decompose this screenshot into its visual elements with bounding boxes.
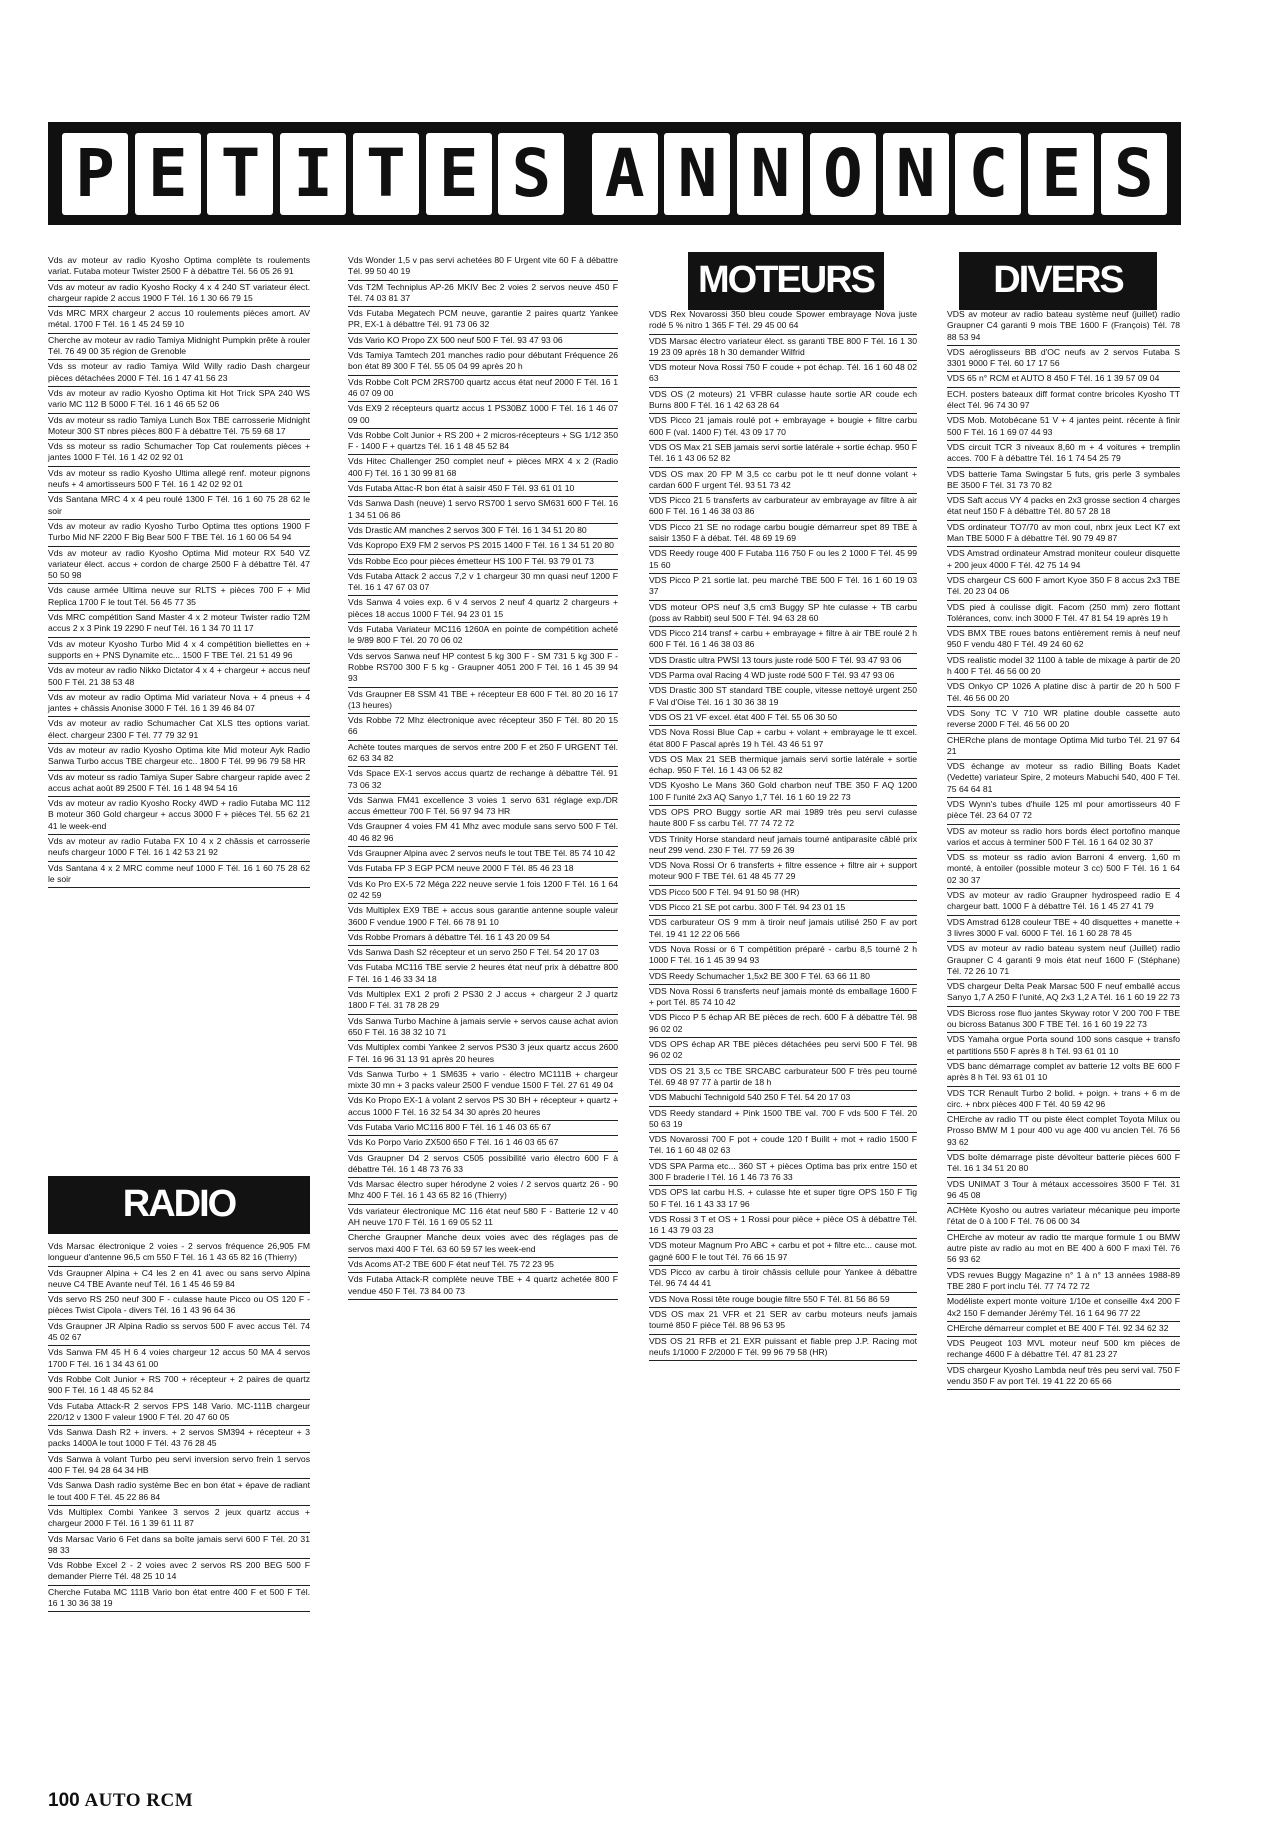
classified-ad: Vds Futaba Attack 2 accus 7,2 v 1 chargeur 30 mn quasi neuf 1200 F Tél. 16 1 47 67 03 07 <box>348 570 618 597</box>
classified-ad: VDS Picco 21 5 transferts av carburateur av embrayage av filtre à air 600 F Tél. 16 1 46 38 03 86 <box>649 494 917 521</box>
ads-list-radio-continued <box>348 254 618 1300</box>
classified-ad: VDS échange av moteur ss radio Billing Boats Kadet (Vedette) variateur Spire, 2 moteurs Mabuchi 540, 400 F Tél. 75 64 64 81 <box>947 760 1180 798</box>
classified-ad: VDS Reedy rouge 400 F Futaba 116 750 F ou les 2 1000 F Tél. 45 99 15 60 <box>649 547 917 574</box>
ads-list-moteurs <box>649 308 917 1361</box>
classified-ad: VDS chargeur Delta Peak Marsac 500 F neuf emballé accus Sanyo 1,7 A 250 F l'unité, AQ 2x3 1,2 A Tél. 16 1 60 19 22 73 <box>947 980 1180 1007</box>
classified-ad: Vds Futaba MC116 TBE servie 2 heures état neuf prix à débattre 800 F Tél. 16 1 46 33 34 18 <box>348 961 618 988</box>
classified-ad: Vds av moteur ss radio Tamiya Lunch Box TBE carrosserie Midnight Moteur 300 ST nbres pièces 800 F à débattre Tél. 75 59 68 17 <box>48 414 310 441</box>
classified-ad: VDS OPS échap AR TBE pièces détachées peu servi 500 F Tél. 98 96 02 02 <box>649 1038 917 1065</box>
classified-ad: VDS Peugeot 103 MVL moteur neuf 500 km pièces de rechange 4600 F à débattre Tél. 47 81 23 27 <box>947 1337 1180 1364</box>
classified-ad: VDS Amstrad ordinateur Amstrad moniteur couleur disquette + 200 jeux 4000 F Tél. 42 75 14 94 <box>947 547 1180 574</box>
column-moteurs <box>649 308 917 1361</box>
classified-ad: Vds av moteur av radio Futaba FX 10 4 x 2 châssis et carrosserie neufs chargeur 1000 F Tél. 16 1 42 53 21 92 <box>48 835 310 862</box>
classified-ad: Vds cause armée Ultima neuve sur RLTS + pièces 700 F + Mid Replica 1700 F le tout Tél. 56 45 77 35 <box>48 584 310 611</box>
classified-ad: VDS Reedy Schumacher 1,5x2 BE 300 F Tél. 63 66 11 80 <box>649 970 917 985</box>
classified-ad: VDS Picco P 21 sortie lat. peu marché TBE 500 F Tél. 16 1 60 19 03 37 <box>649 574 917 601</box>
banner-letter: O <box>810 133 876 215</box>
classified-ad: VDS circuit TCR 3 niveaux 8,60 m + 4 voitures + tremplin acces. 700 F à débattre Tél. 16 1 74 54 25 79 <box>947 441 1180 468</box>
classified-ad: Vds Futaba Vario MC116 800 F Tél. 16 1 46 03 65 67 <box>348 1121 618 1136</box>
classified-ad: VDS Picco av carbu à tiroir châssis cellule pour Yankee à débattre Tél. 96 74 44 41 <box>649 1266 917 1293</box>
classified-ad: VDS TCR Renault Turbo 2 bolid. + poign. + trans + 6 m de circ. + nbrx pièces 400 F Tél. 40 59 42 96 <box>947 1087 1180 1114</box>
classified-ad: Vds ss moteur ss radio Schumacher Top Cat roulements pièces + jantes 1000 F Tél. 16 1 42 02 92 01 <box>48 440 310 467</box>
classified-ad: CHErche démarreur complet et BE 400 F Tél. 92 34 62 32 <box>947 1322 1180 1337</box>
classified-ad: Vds T2M Techniplus AP-26 MKIV Bec 2 voies 2 servos neuve 450 F Tél. 74 03 81 37 <box>348 281 618 308</box>
page-footer <box>48 1790 193 1812</box>
classified-ad: Vds Robbe Colt Junior + RS 200 + 2 micros-récepteurs + SG 1/12 350 F - 1400 F + quartzs Tél. 16 1 48 45 52 84 <box>348 429 618 456</box>
classified-ad: Vds servo RS 250 neuf 300 F - culasse haute Picco ou OS 120 F - pièces Twist Cipola - divers Tél. 16 1 43 96 64 36 <box>48 1293 310 1320</box>
ads-list-general <box>48 254 310 888</box>
section-heading-moteurs: MOTEURS <box>688 252 884 310</box>
classified-ad: VDS moteur Magnum Pro ABC + carbu et pot + filtre etc... cause mot. gagné 600 F le tout Tél. 76 66 15 97 <box>649 1239 917 1266</box>
classified-ad: ACHète Kyosho ou autres variateur mécanique peu importe l'état de 0 à 100 F Tél. 76 06 00 34 <box>947 1204 1180 1231</box>
classified-ad: VDS Drastic 300 ST standard TBE couple, vitesse nettoyé urgent 250 F Val d'Oise Tél. 16 1 30 36 38 19 <box>649 684 917 711</box>
classified-ad: VDS moteur Nova Rossi 750 F coude + pot échap. Tél. 16 1 60 48 02 63 <box>649 361 917 388</box>
classified-ad: VDS Trinity Horse standard neuf jamais tourné antiparasite câblé prix neuf 299 vend. 230 F Tél. 77 59 26 39 <box>649 833 917 860</box>
classified-ad: VDS Wynn's tubes d'huile 125 ml pour amortisseurs 40 F pièce Tél. 23 64 07 72 <box>947 798 1180 825</box>
banner-letter: N <box>737 133 803 215</box>
classified-ad: Vds av moteur av radio Nikko Dictator 4 x 4 + chargeur + accus neuf 500 F Tél. 21 38 53 48 <box>48 664 310 691</box>
classified-ad: VDS pied à coulisse digit. Facom (250 mm) zero flottant Tolérances, conv. inch 3000 F Tél. 47 81 54 19 après 19 h <box>947 601 1180 628</box>
classified-ad: VDS OS 21 RFB et 21 EXR puissant et fiable prep J.P. Racing mot neufs 1/1000 F 2/2000 F Tél. 99 96 79 58 (HR) <box>649 1335 917 1362</box>
classified-ad: Vds Robbe Eco pour pièces émetteur HS 100 F Tél. 93 79 01 73 <box>348 555 618 570</box>
banner-letter: S <box>1101 133 1167 215</box>
classified-ad: VDS av moteur av radio bateau system neuf (Juillet) radio Graupner C 4 garanti 9 mois état neuf 1600 F (Stéphane) Tél. 72 26 10 71 <box>947 942 1180 980</box>
classified-ad: VDS SPA Parma etc... 360 ST + pièces Optima bas prix entre 150 et 300 F braderie l Tél. 16 1 46 73 76 33 <box>649 1160 917 1187</box>
classified-ad: VDS OPS lat carbu H.S. + culasse hte et super tigre OPS 150 F Tig 50 F Tél. 16 1 43 33 17 96 <box>649 1186 917 1213</box>
banner-letter: C <box>955 133 1021 215</box>
classified-ad: Vds av moteur av radio Optima Mid variateur Nova + 4 pneus + 4 jantes + châssis Anonise 3000 F Tél. 16 1 39 46 84 07 <box>48 691 310 718</box>
classified-ad: Vds Multiplex Combi Yankee 3 servos 2 jeux quartz accus + chargeur 2000 F Tél. 16 1 39 61 11 87 <box>48 1506 310 1533</box>
classified-ad: VDS Nova Rossi 6 transferts neuf jamais monté ds emballage 1600 F + port Tél. 85 74 10 42 <box>649 985 917 1012</box>
classified-ad: Vds Multiplex combi Yankee 2 servos PS30 3 jeux quartz accus 2600 F Tél. 16 96 31 13 91 après 20 heures <box>348 1041 618 1068</box>
classified-ad: Vds Sanwa FM41 excellence 3 voies 1 servo 631 réglage exp./DR accus émetteur 700 F Tél. 56 97 94 73 HR <box>348 794 618 821</box>
classified-ad: VDS Nova Rossi Blue Cap + carbu + volant + embrayage le tt excel. état 800 F Pascal après 19 h Tél. 43 46 51 97 <box>649 726 917 753</box>
classified-ad: Vds ss moteur av radio Tamiya Wild Willy radio Dash chargeur pièces détachées 2000 F Tél. 16 1 47 41 56 23 <box>48 360 310 387</box>
classified-ad: Vds Wonder 1,5 v pas servi achetées 80 F Urgent vite 60 F à débattre Tél. 99 50 40 19 <box>348 254 618 281</box>
classified-ad: VDS BMX TBE roues batons entièrement remis à neuf neuf 950 F vendu 480 F Tél. 49 24 60 62 <box>947 627 1180 654</box>
classified-ad: VDS UNIMAT 3 Tour à métaux accessoires 3500 F Tél. 31 96 45 08 <box>947 1178 1180 1205</box>
classified-ad: Vds Multiplex EX9 TBE + accus sous garantie antenne souple valeur 3600 F vendue 1900 F Tél. 66 78 91 10 <box>348 904 618 931</box>
classified-ad: Vds av moteur av radio Kyosho Optima complète ts roulements variat. Futaba moteur Twister 2500 F à débattre Tél. 56 05 26 91 <box>48 254 310 281</box>
classified-ad: VDS realistic model 32 1100 à table de mixage à partir de 20 h 400 F Tél. 46 56 00 20 <box>947 654 1180 681</box>
banner-letter: T <box>207 133 273 215</box>
banner-letter: A <box>592 133 658 215</box>
classified-ad: Vds Sanwa FM 45 H 6 4 voies chargeur 12 accus 50 MA 4 servos 1700 F Tél. 16 1 34 43 61 00 <box>48 1346 310 1373</box>
classified-ad: Vds av moteur ss radio Kyosho Ultima allegé renf. moteur pignons neufs + 4 amortisseurs 500 F Tél. 16 1 42 02 92 01 <box>48 467 310 494</box>
classified-ad: Vds Robbe Promars à débattre Tél. 16 1 43 20 09 54 <box>348 931 618 946</box>
classified-ad: VDS Saft accus VY 4 packs en 2x3 grosse section 4 charges état neuf 150 F à débattre Tél. 80 57 28 18 <box>947 494 1180 521</box>
classified-ad: VDS Marsac électro variateur élect. ss garanti TBE 800 F Tél. 16 1 30 19 23 09 après 18 h 30 demander Wilfrid <box>649 335 917 362</box>
classified-ad: Vds MRC MRX chargeur 2 accus 10 roulements pièces amort. AV métal. 1700 F Tél. 16 1 45 24 59 10 <box>48 307 310 334</box>
classified-ad: VDS Nova Rossi Or 6 transferts + filtre essence + filtre air + support moteur 900 F TBE Tél. 61 48 45 77 29 <box>649 859 917 886</box>
classified-ad: Vds Sanwa Dash (neuve) 1 servo RS700 1 servo SM631 600 F Tél. 16 1 34 51 06 86 <box>348 497 618 524</box>
banner-letter: I <box>280 133 346 215</box>
classified-ad: VDS revues Buggy Magazine n° 1 à n° 13 années 1988-89 TBE 280 F port inclu Tél. 77 74 72 72 <box>947 1269 1180 1296</box>
classified-ad: VDS batterie Tama Swingstar 5 futs, gris perle 3 symbales BE 3500 F Tél. 31 73 70 82 <box>947 468 1180 495</box>
classified-ad: VDS OS Max 21 SEB thermique jamais servi sortie latérale + sortie échap. 950 F Tél. 16 1 43 06 52 82 <box>649 753 917 780</box>
classified-ad: VDS ordinateur TO7/70 av mon coul, nbrx jeux Lect K7 ext Man TBE 5000 F à débattre Tél. 90 79 49 87 <box>947 521 1180 548</box>
classified-ad: Vds Futaba Attac-R bon état à saisir 450 F Tél. 93 61 01 10 <box>348 482 618 497</box>
classified-ad: Vds servos Sanwa neuf HP contest 5 kg 300 F - SM 731 5 kg 300 F - Robbe RS700 300 F 5 kg - Graupner 4051 200 F Tél. 16 1 45 39 94 93 <box>348 650 618 688</box>
ads-list-divers <box>947 308 1180 1390</box>
classified-ad: Vds Drastic AM manches 2 servos 300 F Tél. 16 1 34 51 20 80 <box>348 524 618 539</box>
classified-ad: Vds av moteur av radio Kyosho Turbo Optima ttes options 1900 F Turbo Mid NF 2200 F Big Bear 500 F TBE Tél. 16 1 60 06 54 94 <box>48 520 310 547</box>
classified-ad: Vds Multiplex EX1 2 profi 2 PS30 2 J accus + chargeur 2 J quartz 1800 F Tél. 31 78 28 29 <box>348 988 618 1015</box>
classified-ad: Vds Futaba Variateur MC116 1260A en pointe de compétition acheté le 9/89 800 F Tél. 20 70 06 02 <box>348 623 618 650</box>
section-heading-radio: RADIO <box>48 1176 310 1234</box>
banner-letter: T <box>353 133 419 215</box>
classified-ad: VDS Reedy standard + Pink 1500 TBE val. 700 F vds 500 F Tél. 20 50 63 19 <box>649 1107 917 1134</box>
classified-ad: VDS Onkyo CP 1026 A platine disc à partir de 20 h 500 F Tél. 46 56 00 20 <box>947 680 1180 707</box>
classified-ad: VDS OS max 21 VFR et 21 SER av carbu moteurs neufs jamais tourné 850 F pièce Tél. 88 96 53 95 <box>649 1308 917 1335</box>
classified-ad: CHErche av moteur av radio tte marque formule 1 ou BMW autre piste av radio au mot en BE 400 à 600 F maxi Tél. 76 56 93 62 <box>947 1231 1180 1269</box>
classified-ad: VDS Bicross rose fluo jantes Skyway rotor V 200 700 F TBE ou bicross Batanus 300 F TBE Tél. 16 1 60 19 22 73 <box>947 1007 1180 1034</box>
classified-ad: Vds av moteur av radio Kyosho Optima kite Mid moteur Ayk Radio Sanwa Turbo accus TBE chargeur etc.. 1800 F Tél. 99 96 79 58 HR <box>48 744 310 771</box>
classified-ad: VDS Sony TC V 710 WR platine double cassette auto reverse 2000 F Tél. 46 56 00 20 <box>947 707 1180 734</box>
classified-ad: VDS Parma oval Racing 4 WD juste rodé 500 F Tél. 93 47 93 06 <box>649 669 917 684</box>
classified-ad: Vds Robbe 72 Mhz électronique avec récepteur 350 F Tél. 80 20 15 66 <box>348 714 618 741</box>
classified-ad: VDS OS Max 21 SEB jamais servi sortie latérale + sortie échap. 950 F Tél. 16 1 43 06 52 82 <box>649 441 917 468</box>
magazine-name: AUTO RCM <box>84 1790 194 1811</box>
classified-ad: VDS Amstrad 6128 couleur TBE + 40 disquettes + manette + 3 livres 3000 F val. 6000 F Tél. 16 1 60 28 78 45 <box>947 916 1180 943</box>
classified-ad: Vds Santana 4 x 2 MRC comme neuf 1000 F Tél. 16 1 60 75 28 62 le soir <box>48 862 310 889</box>
classified-ad: VDS Rex Novarossi 350 bleu coude Spower embrayage Nova juste rodé 5 % nitro 1 365 F Tél. 29 45 00 64 <box>649 308 917 335</box>
classified-ad: Vds Futaba FP 3 EGP PCM neuve 2000 F Tél. 85 46 23 18 <box>348 862 618 877</box>
classified-ad: Vds Sanwa Dash radio système Bec en bon état + épave de radiant le tout 400 F Tél. 45 22 86 84 <box>48 1479 310 1506</box>
classified-ad: Vds Graupner Alpina avec 2 servos neufs le tout TBE Tél. 85 74 10 42 <box>348 847 618 862</box>
classified-ad: VDS moteur OPS neuf 3,5 cm3 Buggy SP hte culasse + TB carbu (poss av Rabbit) seul 500 F Tél. 94 63 28 60 <box>649 601 917 628</box>
classified-ad: VDS Yamaha orgue Porta sound 100 sons casque + transfo et partitions 550 F après 8 h Tél. 93 61 01 10 <box>947 1033 1180 1060</box>
banner-letter: N <box>664 133 730 215</box>
section-heading-divers: DIVERS <box>959 252 1157 310</box>
column-radio <box>48 1240 310 1612</box>
classified-ad: Cherche av moteur av radio Tamiya Midnight Pumpkin prête à rouler Tél. 76 49 00 35 région de Grenoble <box>48 334 310 361</box>
classified-ad: VDS Drastic ultra PWSI 13 tours juste rodé 500 F Tél. 93 47 93 06 <box>649 654 917 669</box>
classified-ad: VDS OS 21 VF excel. état 400 F Tél. 55 06 30 50 <box>649 711 917 726</box>
classified-ad: Vds av moteur av radio Kyosho Optima kit Hot Trick SPA 240 WS vario MC 112 B 5000 F Tél. 16 1 46 65 52 06 <box>48 387 310 414</box>
classified-ad: VDS OS 21 3,5 cc TBE SRCABC carburateur 500 F très peu tourné Tél. 69 48 97 77 à partir de 18 h <box>649 1065 917 1092</box>
classified-ad: Vds Sanwa Turbo Machine à jamais servie + servos cause achat avion 650 F Tél. 16 38 32 10 71 <box>348 1015 618 1042</box>
classified-ad: VDS OPS PRO Buggy sortie AR mai 1989 très peu servi culasse haute 800 F ss carbu Tél. 77 74 72 72 <box>649 806 917 833</box>
classified-ad: Vds Tamiya Tamtech 201 manches radio pour débutant Fréquence 26 bon état 89 300 F Tél. 55 05 04 99 après 20 h <box>348 349 618 376</box>
classified-ad: VDS chargeur Kyosho Lambda neuf très peu servi val. 750 F vendu 350 F av port Tél. 19 41 22 20 65 66 <box>947 1364 1180 1391</box>
classified-ad: Vds Space EX-1 servos accus quartz de rechange à débattre Tél. 91 73 06 32 <box>348 767 618 794</box>
classified-ad: VDS Kyosho Le Mans 360 Gold charbon neuf TBE 350 F AQ 1200 100 F l'unité 2x3 AQ Sanyo 1,7 Tél. 16 1 60 19 22 73 <box>649 779 917 806</box>
classified-ad: Vds Robbe Excel 2 - 2 voies avec 2 servos RS 200 BEG 500 F demander Pierre Tél. 48 25 10 14 <box>48 1559 310 1586</box>
classified-ad: Cherche Futaba MC 111B Vario bon état entre 400 F et 500 F Tél. 16 1 30 36 38 19 <box>48 1586 310 1613</box>
classified-ad: VDS boîte démarrage piste dévolteur batterie pièces 600 F Tél. 16 1 34 51 20 80 <box>947 1151 1180 1178</box>
classified-ad: Vds Marsac électronique 2 voies - 2 servos fréquence 26,905 FM longueur d'antenne 96,5 cm 550 F Tél. 16 1 43 65 82 16 (Thierry) <box>48 1240 310 1267</box>
classified-ad: VDS Picco 21 SE pot carbu. 300 F Tél. 94 23 01 15 <box>649 901 917 916</box>
classified-ad: Vds Marsac Vario 6 Fet dans sa boîte jamais servi 600 F Tél. 20 31 98 33 <box>48 1533 310 1560</box>
banner-letter: E <box>135 133 201 215</box>
classified-ad: VDS Rossi 3 T et OS + 1 Rossi pour pièce + pièce OS à débattre Tél. 16 1 43 79 03 23 <box>649 1213 917 1240</box>
classified-ad: Vds Marsac électro super hérodyne 2 voies / 2 servos quartz 26 - 90 Mhz 400 F Tél. 16 1 43 65 82 16 (Thierry) <box>348 1178 618 1205</box>
classified-ad: VDS aéroglisseurs BB d'OC neufs av 2 servos Futaba S 3301 9000 F Tél. 60 17 17 56 <box>947 346 1180 373</box>
banner-letter: S <box>498 133 564 215</box>
classified-ad: Vds Acoms AT-2 TBE 600 F état neuf Tél. 75 72 23 95 <box>348 1258 618 1273</box>
classified-ad: VDS Mob. Motobécane 51 V + 4 jantes peint. récente à finir 500 F Tél. 16 1 69 07 44 93 <box>947 414 1180 441</box>
classified-ad: VDS Picco 21 SE no rodage carbu bougie démarreur spet 89 TBE à saisir 1350 F à débat. Tél. 48 69 19 69 <box>649 521 917 548</box>
classified-ad: VDS banc démarrage complet av batterie 12 volts BE 600 F après 8 h Tél. 93 61 01 10 <box>947 1060 1180 1087</box>
classified-ad: Vds Graupner D4 2 servos C505 possibilité vario électro 600 F à débattre Tél. 16 1 48 73 76 33 <box>348 1152 618 1179</box>
classified-ad: VDS OS (2 moteurs) 21 VFBR culasse haute sortie AR coude ech Burns 800 F Tél. 16 1 42 63 28 64 <box>649 388 917 415</box>
classified-ad: Vds av moteur av radio Kyosho Rocky 4 x 4 240 ST variateur élect. chargeur rapide 2 accus 1900 F Tél. 16 1 30 66 79 15 <box>48 281 310 308</box>
classified-ad: Vds Ko Propo EX-1 à volant 2 servos PS 30 BH + récepteur + quartz + accus 1000 F Tél. 16 32 54 34 30 après 20 heures <box>348 1094 618 1121</box>
classified-ad: Vds av moteur av radio Schumacher Cat XLS ttes options variat. élect. chargeur 2300 F Tél. 77 79 32 91 <box>48 717 310 744</box>
classified-ad: Vds Sanwa Turbo + 1 SM635 + vario - électro MC111B + chargeur mixte 30 mn + 3 packs valeur 2500 F vendue 1500 F Tél. 27 61 49 04 <box>348 1068 618 1095</box>
classified-ad: Vds Robbe Colt PCM 2RS700 quartz accus état neuf 2000 F Tél. 16 1 46 07 09 00 <box>348 376 618 403</box>
classified-ad: Vds av moteur Kyosho Turbo Mid 4 x 4 compétition biellettes en + supports en + PNS Dynamite etc... 1500 F TBE Tél. 21 51 49 96 <box>48 638 310 665</box>
column-divers <box>947 308 1180 1390</box>
classified-ad: ECH. posters bateaux diff format contre bricoles Kyosho TT élect Tél. 96 74 30 97 <box>947 388 1180 415</box>
banner-letter: P <box>62 133 128 215</box>
classified-ad: Vds Futaba Megatech PCM neuve, garantie 2 paires quartz Yankee PR, EX-1 à débattre Tél. 91 73 06 32 <box>348 307 618 334</box>
classified-ad: VDS carburateur OS 9 mm à tiroir neuf jamais utilisé 250 F av port Tél. 19 41 12 22 06 566 <box>649 916 917 943</box>
classified-ad: Cherche Graupner Manche deux voies avec des réglages pas de servos maxi 400 F Tél. 63 60 59 57 les week-end <box>348 1231 618 1258</box>
classified-ad: VDS Nova Rossi tête rouge bougie filtre 550 F Tél. 81 56 86 59 <box>649 1293 917 1308</box>
classified-ad: VDS Picco 21 jamais roulé pot + embrayage + bougie + filtre carbu 600 F (val. 1400 F) Tél. 43 09 17 70 <box>649 414 917 441</box>
classified-ad: Vds Hitec Challenger 250 complet neuf + pièces MRX 4 x 2 (Radio 400 F) Tél. 16 1 30 99 81 68 <box>348 455 618 482</box>
classified-ad: VDS OS max 20 FP M 3,5 cc carbu pot le tt neuf donne volant + cardan 600 F urgent Tél. 93 51 73 42 <box>649 468 917 495</box>
classified-ad: Vds Graupner E8 SSM 41 TBE + récepteur E8 600 F Tél. 80 20 16 17 (13 heures) <box>348 688 618 715</box>
classified-ad: Vds av moteur av radio Kyosho Rocky 4WD + radio Futaba MC 112 B moteur 360 Gold chargeur + accus 3000 F + pièces Tél. 55 62 21 41 le week-end <box>48 797 310 835</box>
classified-ad: Vds MRC compétition Sand Master 4 x 2 moteur Twister radio T2M accus 2 x 3 Pink 19 2290 F neuf Tél. 16 1 34 70 11 17 <box>48 611 310 638</box>
classified-ad: Vds Vario KO Propo ZX 500 neuf 500 F Tél. 93 47 93 06 <box>348 334 618 349</box>
classified-ad: Vds av moteur av radio Kyosho Optima Mid moteur RX 540 VZ variateur élect. accus + cordon de charge 2500 F à débattre Tél. 47 50 50 98 <box>48 547 310 585</box>
classified-ad: Vds Ko Porpo Vario ZX500 650 F Tél. 16 1 46 03 65 67 <box>348 1136 618 1151</box>
classified-ad: Vds Santana MRC 4 x 4 peu roulé 1300 F Tél. 16 1 60 75 28 62 le soir <box>48 493 310 520</box>
classified-ad: VDS 65 n° RCM et AUTO 8 450 F Tél. 16 1 39 57 09 04 <box>947 372 1180 387</box>
classified-ad: VDS av moteur av radio Graupner hydrospeed radio E 4 chargeur batt. 1000 F à débattre Tél. 16 1 45 27 41 79 <box>947 889 1180 916</box>
classified-ad: VDS Nova Rossi or 6 T compétition préparé - carbu 8,5 tourné 2 h 1000 F Tél. 16 1 45 39 94 93 <box>649 943 917 970</box>
banner-title <box>48 122 1181 225</box>
classified-ad: Vds Graupner 4 voies FM 41 Mhz avec module sans servo 500 F Tél. 40 46 82 96 <box>348 820 618 847</box>
classified-ad: Modéliste expert monte voiture 1/10e et conseille 4x4 200 F 4x2 150 F demander Jérémy Tél. 16 1 64 96 77 22 <box>947 1295 1180 1322</box>
classified-ad: Vds variateur électronique MC 116 état neuf 580 F - Batterie 12 v 40 AH neuve 170 F Tél. 16 1 69 05 52 11 <box>348 1205 618 1232</box>
banner-letter: E <box>1028 133 1094 215</box>
column-2 <box>348 254 618 1300</box>
classified-ad: VDS av moteur ss radio hors bords élect portofino manque varios et accus à terminer 500 F Tél. 16 1 64 02 30 37 <box>947 825 1180 852</box>
classified-ad: Vds Graupner Alpina + C4 les 2 en 41 avec ou sans servo Alpina neuve C4 TBE Avante neuf Tél. 16 1 45 46 59 84 <box>48 1267 310 1294</box>
classified-ad: Achète toutes marques de servos entre 200 F et 250 F URGENT Tél. 62 63 34 82 <box>348 741 618 768</box>
classified-ad: Vds Futaba Attack-R 2 servos FPS 148 Vario. MC-111B chargeur 220/12 v 1300 F valeur 1900 F Tél. 20 47 60 05 <box>48 1400 310 1427</box>
classified-ad: Vds Graupner JR Alpina Radio ss servos 500 F avec accus Tél. 74 45 02 67 <box>48 1320 310 1347</box>
banner-letter: N <box>883 133 949 215</box>
classified-ad: Vds Sanwa Dash S2 récepteur et un servo 250 F Tél. 54 20 17 03 <box>348 946 618 961</box>
column-1 <box>48 254 310 888</box>
classified-ad: VDS Picco 500 F Tél. 94 91 50 98 (HR) <box>649 886 917 901</box>
classified-ad: VDS Mabuchi Technigold 540 250 F Tél. 54 20 17 03 <box>649 1091 917 1106</box>
classified-ad: Vds Kopropo EX9 FM 2 servos PS 2015 1400 F Tél. 16 1 34 51 20 80 <box>348 539 618 554</box>
classified-ad: Vds Futaba Attack-R complète neuve TBE + 4 quartz achetée 800 F vendue 450 F Tél. 73 84 00 73 <box>348 1273 618 1300</box>
page-number: 100 <box>48 1790 80 1811</box>
classified-ad: CHERche plans de montage Optima Mid turbo Tél. 21 97 64 21 <box>947 734 1180 761</box>
classified-ad: VDS Picco P 5 échap AR BE pièces de rech. 600 F à débattre Tél. 98 96 02 02 <box>649 1011 917 1038</box>
classified-ad: Vds av moteur ss radio Tamiya Super Sabre chargeur rapide avec 2 accus achat août 89 2500 F Tél. 16 1 48 94 54 16 <box>48 771 310 798</box>
classified-ad: Vds Ko Pro EX-5 72 Méga 222 neuve servie 1 fois 1200 F Tél. 16 1 64 02 42 59 <box>348 878 618 905</box>
classified-ad: VDS Novarossi 700 F pot + coude 120 f Builit + mot + radio 1500 F Tél. 16 1 60 48 02 63 <box>649 1133 917 1160</box>
classified-ad: Vds Robbe Colt Junior + RS 700 + récepteur + 2 paires de quartz 900 F Tél. 16 1 48 45 52 84 <box>48 1373 310 1400</box>
ads-list-radio <box>48 1240 310 1612</box>
classified-ad: Vds Sanwa 4 voies exp. 6 v 4 servos 2 neuf 4 quartz 2 chargeurs + pièces 18 accus 1000 F Tél. 94 23 01 15 <box>348 596 618 623</box>
classified-ad: VDS Picco 214 transf + carbu + embrayage + filtre à air TBE roulé 2 h 600 F Tél. 16 1 46 38 03 86 <box>649 627 917 654</box>
banner-letter: E <box>426 133 492 215</box>
classified-ad: VDS ss moteur ss radio avion Barroni 4 enverg. 1,60 m monté, à entoiler (possible moteur 3 cc) 500 F Tél. 16 1 64 02 30 37 <box>947 851 1180 889</box>
classified-ad: Vds EX9 2 récepteurs quartz accus 1 PS30BZ 1000 F Tél. 16 1 46 07 09 00 <box>348 402 618 429</box>
classified-ad: VDS chargeur CS 600 F amort Kyoe 350 F 8 accus 2x3 TBE Tél. 20 23 04 06 <box>947 574 1180 601</box>
classified-ad: Vds Sanwa Dash R2 + invers. + 2 servos SM394 + récepteur + 3 packs 1400A le tout 1000 F Tél. 43 76 28 45 <box>48 1426 310 1453</box>
classified-ad: CHErche av radio TT ou piste élect complet Toyota Milux ou Prosso BMW M 1 pour 400 vu age 400 vu ancien Tél. 76 56 93 62 <box>947 1113 1180 1151</box>
classified-ad: Vds Sanwa à volant Turbo peu servi inversion servo frein 1 servos 400 F Tél. 94 28 64 34 HB <box>48 1453 310 1480</box>
classified-ad: VDS av moteur av radio bateau système neuf (juillet) radio Graupner C4 garanti 9 mois TBE 1600 F (François) Tél. 78 88 53 94 <box>947 308 1180 346</box>
